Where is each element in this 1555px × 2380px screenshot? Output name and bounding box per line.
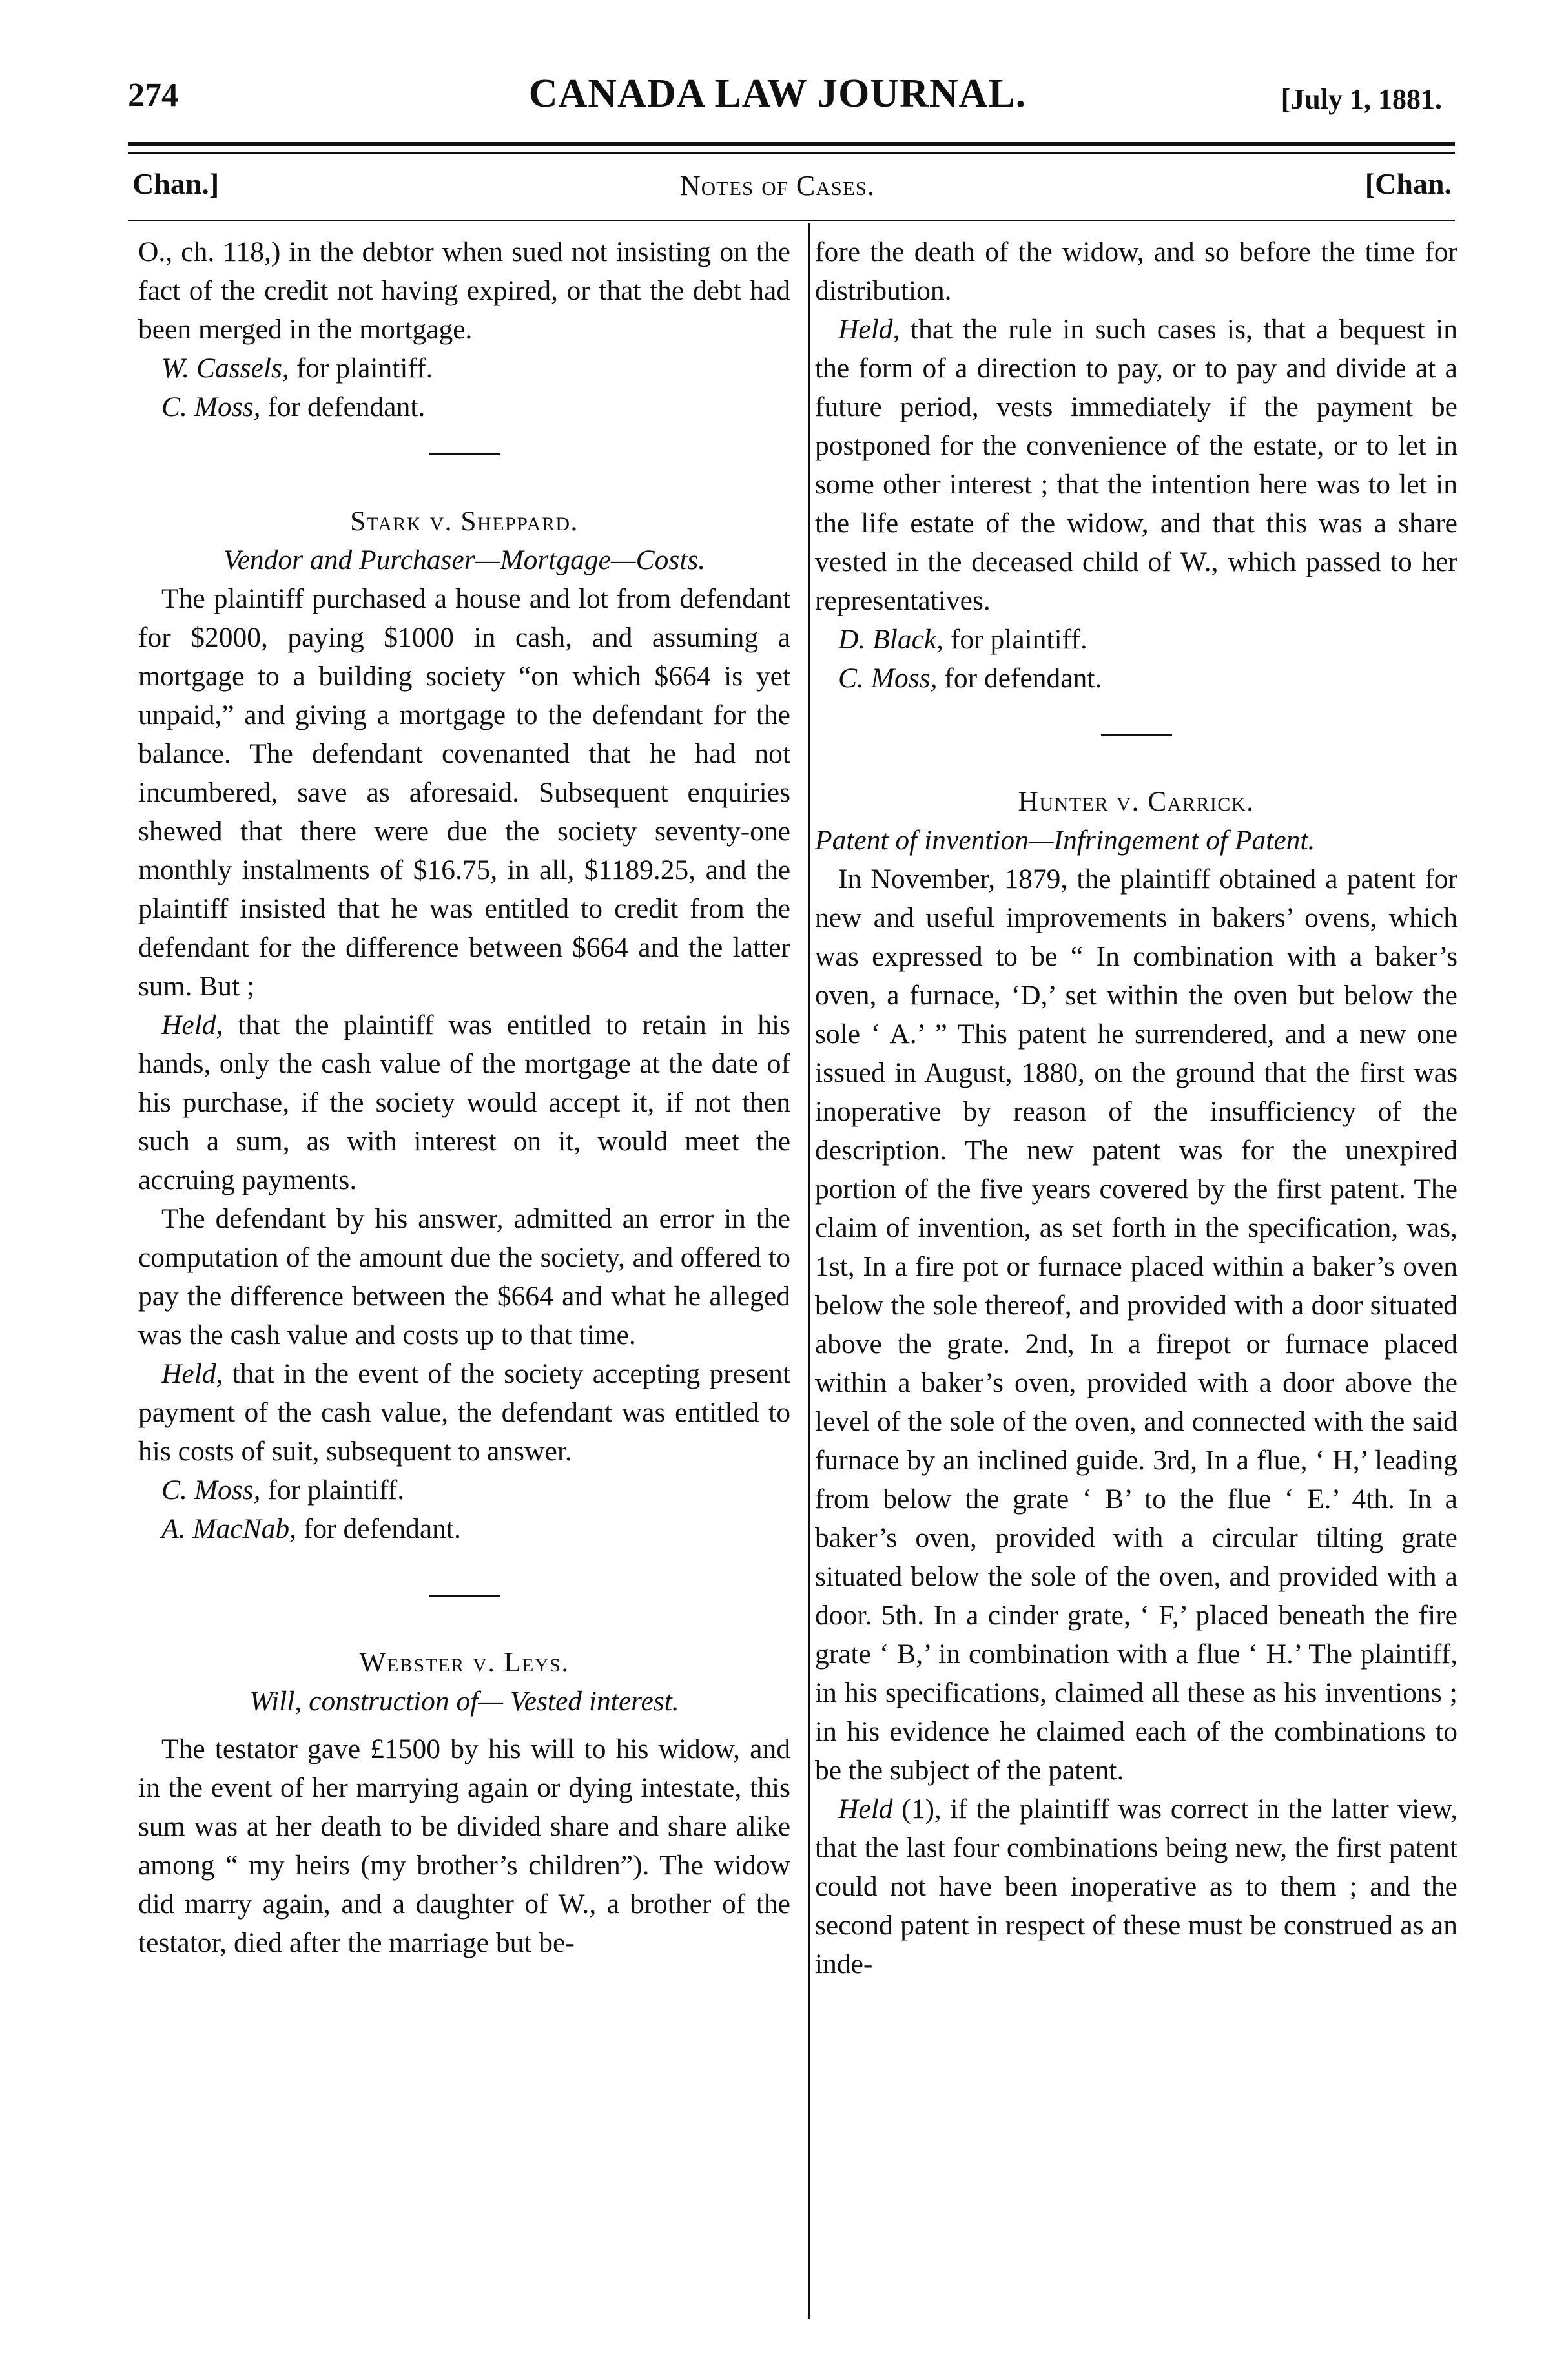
issue-date: [July 1, 1881.: [1281, 83, 1442, 115]
held-paragraph: [815, 310, 1457, 620]
left-column: [138, 233, 790, 1962]
held-text: (1), if the plaintiff was correct in the latter view, that the last four combinations being new, the first patent could not have been inoperative as to them ; and the second patent in respect of these must be construed as an inde-: [815, 1794, 1457, 1980]
held-label: Held,: [161, 1009, 223, 1040]
counsel-line: [815, 659, 1457, 698]
right-column: [815, 233, 1457, 1983]
counsel-line: [138, 388, 790, 426]
column-divider: [808, 223, 810, 2319]
counsel-role: for defendant.: [937, 663, 1102, 694]
counsel-role: for defendant.: [260, 391, 426, 422]
subheader-rule: [128, 220, 1455, 221]
counsel-name: C. Moss,: [161, 1475, 261, 1506]
case-subtitle: Patent of invention—Infringement of Patent.: [815, 825, 1315, 856]
case-paragraph: The testator gave £1500 by his will to his widow, and in the event of her marrying again or dying intestate, this sum was at her death to be divided share and share alike among “ my heirs (my brother’s children”). The widow did marry again, and a daughter of W., a brother of the testator, died after the marriage but be-: [138, 1733, 790, 1958]
header-rule-thin: [128, 152, 1455, 154]
held-label: Held: [838, 1794, 893, 1825]
counsel-name: W. Cassels,: [161, 353, 289, 384]
held-text: that in the event of the society accepting present payment of the cash value, the defendant was entitled to his costs of suit, subsequent to answer.: [138, 1358, 790, 1467]
counsel-line: [138, 349, 790, 388]
counsel-line: [138, 1509, 790, 1548]
held-paragraph: [815, 1790, 1457, 1983]
counsel-name: A. MacNab,: [161, 1513, 297, 1544]
held-text: that the rule in such cases is, that a bequest in the form of a direction to pay, or to pay and divide at a future period, vests immediately if the payment be postponed for the convenience of the estate, or to let in some other interest ; that the intention here was to let in the life estate of the widow, and that this was a share vested in the deceased child of W., which passed to her representatives.: [815, 314, 1457, 616]
counsel-line: [815, 620, 1457, 659]
counsel-role: for plaintiff.: [289, 353, 433, 384]
continued-paragraph: fore the death of the widow, and so before the time for distribution.: [815, 236, 1457, 306]
intro-paragraph: O., ch. 118,) in the debtor when sued not insisting on the fact of the credit not having expired, or that the debt had been merged in the mortgage.: [138, 236, 790, 345]
case-paragraph: In November, 1879, the plaintiff obtained a patent for new and useful improvements in bakers’ ovens, which was expressed to be “ In combination with a baker’s oven, a furnace, ‘D,’ set within the oven but below the sole ‘ A.’ ” This patent he surrendered, and a new one issued in August, 1880, on the ground that the first was inoperative by reason of the insufficiency of the description. The new patent was for the unexpired portion of the five years covered by the first patent. The claim of invention, as set forth in the specification, was, 1st, In a fire pot or furnace placed within a baker’s oven below the sole thereof, and provided with a door situated above the grate. 2nd, In a firepot or furnace placed within a baker’s oven, provided with a door above the level of the sole of the oven, and connected with the said furnace by an inclined guide. 3rd, In a flue, ‘ H,’ leading from below the grate ‘ B’ to the flue ‘ E.’ 4th. In a baker’s oven, provided with a circular tilting grate situated below the sole of the oven, and provided with a door. 5th. In a cinder grate, ‘ F,’ placed beneath the fire grate ‘ B,’ in combination with a flue ‘ H.’ The plaintiff, in his specifications, claimed all these as his inventions ; in his evidence he claimed each of the combinations to be the subject of the patent.: [815, 864, 1457, 1786]
counsel-line: [138, 1471, 790, 1509]
case-subtitle: Will, construction of— Vested interest.: [249, 1686, 679, 1717]
case-paragraph: The plaintiff purchased a house and lot from defendant for $2000, paying $1000 in cash, and assuming a mortgage to a building society “on which $664 is yet unpaid,” and giving a mortgage to the defendant for the balance. The defendant covenanted that he had not incumbered, save as aforesaid. Subsequent enquiries shewed that there were due the society seventy-one monthly instalments of $16.75, in all, $1189.25, and the plaintiff insisted that he was entitled to credit from the defendant for the difference between $664 and the latter sum. But ;: [138, 583, 790, 1002]
held-paragraph: [138, 1006, 790, 1199]
header-rule-thick: [128, 142, 1455, 146]
counsel-role: for defendant.: [296, 1513, 461, 1544]
page-number: 274: [128, 77, 178, 114]
held-label: Held,: [838, 314, 900, 345]
journal-title: CANADA LAW JOURNAL.: [528, 72, 1027, 116]
counsel-name: C. Moss,: [161, 391, 261, 422]
case-paragraph: The defendant by his answer, admitted an error in the computation of the amount due the society, and offered to pay the difference between the $664 and what he alleged was the cash value and costs up to that time.: [138, 1203, 790, 1350]
counsel-name: D. Black,: [838, 624, 944, 655]
held-label: Held,: [161, 1358, 223, 1389]
case-title: Stark v. Sheppard.: [350, 506, 579, 537]
held-text: that the plaintiff was entitled to retain in his hands, only the cash value of the mortgage at the date of his purchase, if the society would accept it, if not then such a sum, as with interest on it, would meet the accruing payments.: [138, 1009, 790, 1195]
case-subtitle: Vendor and Purchaser—Mortgage—Costs.: [223, 544, 706, 575]
counsel-role: for plaintiff.: [260, 1475, 405, 1506]
section-title: Notes of Cases.: [679, 170, 876, 202]
held-paragraph: [138, 1354, 790, 1471]
case-title: Hunter v. Carrick.: [1018, 786, 1255, 817]
court-tag-right: [Chan.: [1364, 167, 1452, 200]
court-tag-left: Chan.]: [132, 167, 220, 200]
counsel-name: C. Moss,: [838, 663, 938, 694]
counsel-role: for plaintiff.: [943, 624, 1087, 655]
case-title: Webster v. Leys.: [359, 1647, 570, 1678]
